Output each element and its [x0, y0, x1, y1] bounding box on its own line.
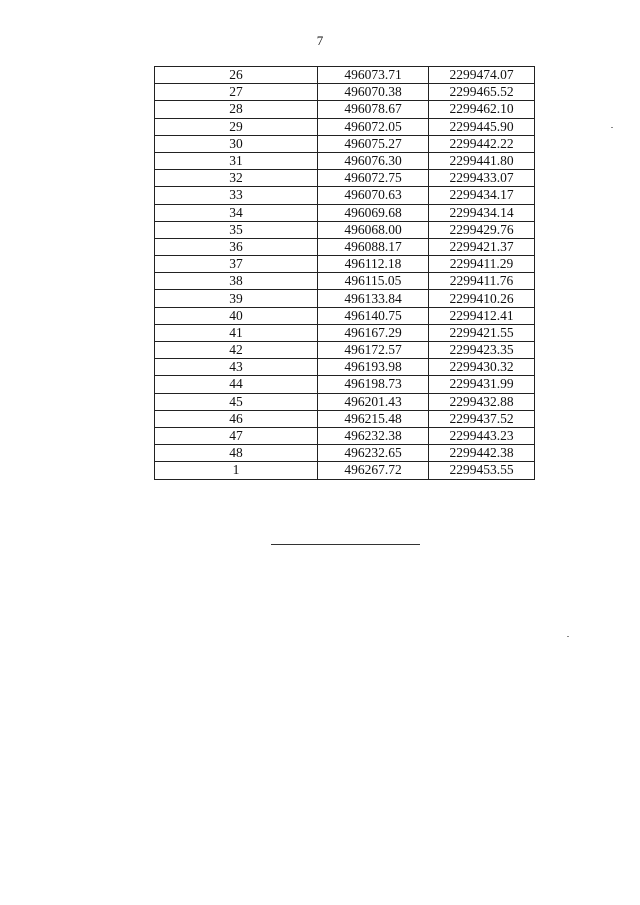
x-coordinate-cell: 496076.30 [318, 152, 429, 169]
table-row [155, 410, 535, 427]
x-coordinate-cell: 496198.73 [318, 376, 429, 393]
point-number-cell: 34 [155, 204, 318, 221]
point-number-cell: 28 [155, 101, 318, 118]
y-coordinate-cell: 2299434.17 [429, 187, 535, 204]
coordinates-table-body [155, 67, 535, 480]
table-row [155, 170, 535, 187]
table-row [155, 273, 535, 290]
x-coordinate-cell: 496193.98 [318, 359, 429, 376]
x-coordinate-cell: 496070.38 [318, 84, 429, 101]
table-row [155, 307, 535, 324]
table-row [155, 84, 535, 101]
point-number-cell: 37 [155, 256, 318, 273]
point-number-cell: 36 [155, 238, 318, 255]
table-row [155, 204, 535, 221]
closing-rule [271, 544, 420, 545]
scan-speck [567, 636, 569, 637]
point-number-cell: 44 [155, 376, 318, 393]
point-number-cell: 30 [155, 135, 318, 152]
y-coordinate-cell: 2299445.90 [429, 118, 535, 135]
x-coordinate-cell: 496078.67 [318, 101, 429, 118]
x-coordinate-cell: 496068.00 [318, 221, 429, 238]
table-row [155, 101, 535, 118]
y-coordinate-cell: 2299443.23 [429, 427, 535, 444]
scan-speck [611, 127, 613, 128]
point-number-cell: 45 [155, 393, 318, 410]
y-coordinate-cell: 2299411.76 [429, 273, 535, 290]
table-row [155, 118, 535, 135]
point-number-cell: 33 [155, 187, 318, 204]
y-coordinate-cell: 2299462.10 [429, 101, 535, 118]
table-row [155, 290, 535, 307]
table-row [155, 187, 535, 204]
x-coordinate-cell: 496112.18 [318, 256, 429, 273]
x-coordinate-cell: 496267.72 [318, 462, 429, 479]
point-number-cell: 47 [155, 427, 318, 444]
y-coordinate-cell: 2299421.37 [429, 238, 535, 255]
table-row [155, 393, 535, 410]
x-coordinate-cell: 496115.05 [318, 273, 429, 290]
table-row [155, 152, 535, 169]
coordinates-table [154, 66, 535, 480]
point-number-cell: 40 [155, 307, 318, 324]
point-number-cell: 31 [155, 152, 318, 169]
point-number-cell: 35 [155, 221, 318, 238]
table-row [155, 324, 535, 341]
table-row [155, 462, 535, 479]
y-coordinate-cell: 2299421.55 [429, 324, 535, 341]
y-coordinate-cell: 2299410.26 [429, 290, 535, 307]
y-coordinate-cell: 2299412.41 [429, 307, 535, 324]
table-row [155, 427, 535, 444]
point-number-cell: 1 [155, 462, 318, 479]
x-coordinate-cell: 496133.84 [318, 290, 429, 307]
point-number-cell: 26 [155, 67, 318, 84]
point-number-cell: 27 [155, 84, 318, 101]
x-coordinate-cell: 496232.38 [318, 427, 429, 444]
x-coordinate-cell: 496140.75 [318, 307, 429, 324]
point-number-cell: 32 [155, 170, 318, 187]
y-coordinate-cell: 2299429.76 [429, 221, 535, 238]
point-number-cell: 38 [155, 273, 318, 290]
x-coordinate-cell: 496167.29 [318, 324, 429, 341]
table-row [155, 359, 535, 376]
y-coordinate-cell: 2299442.38 [429, 445, 535, 462]
x-coordinate-cell: 496072.75 [318, 170, 429, 187]
x-coordinate-cell: 496072.05 [318, 118, 429, 135]
y-coordinate-cell: 2299474.07 [429, 67, 535, 84]
y-coordinate-cell: 2299431.99 [429, 376, 535, 393]
table-row [155, 256, 535, 273]
table-row [155, 238, 535, 255]
table-row [155, 376, 535, 393]
point-number-cell: 41 [155, 324, 318, 341]
table-row [155, 67, 535, 84]
y-coordinate-cell: 2299453.55 [429, 462, 535, 479]
y-coordinate-cell: 2299465.52 [429, 84, 535, 101]
y-coordinate-cell: 2299441.80 [429, 152, 535, 169]
point-number-cell: 29 [155, 118, 318, 135]
point-number-cell: 42 [155, 342, 318, 359]
y-coordinate-cell: 2299442.22 [429, 135, 535, 152]
table-row [155, 445, 535, 462]
y-coordinate-cell: 2299433.07 [429, 170, 535, 187]
x-coordinate-cell: 496075.27 [318, 135, 429, 152]
y-coordinate-cell: 2299437.52 [429, 410, 535, 427]
point-number-cell: 39 [155, 290, 318, 307]
page-number: 7 [316, 33, 324, 48]
y-coordinate-cell: 2299430.32 [429, 359, 535, 376]
table-row [155, 342, 535, 359]
x-coordinate-cell: 496073.71 [318, 67, 429, 84]
table-row [155, 221, 535, 238]
y-coordinate-cell: 2299423.35 [429, 342, 535, 359]
y-coordinate-cell: 2299432.88 [429, 393, 535, 410]
x-coordinate-cell: 496232.65 [318, 445, 429, 462]
y-coordinate-cell: 2299411.29 [429, 256, 535, 273]
x-coordinate-cell: 496201.43 [318, 393, 429, 410]
x-coordinate-cell: 496172.57 [318, 342, 429, 359]
x-coordinate-cell: 496069.68 [318, 204, 429, 221]
table-row [155, 135, 535, 152]
point-number-cell: 48 [155, 445, 318, 462]
x-coordinate-cell: 496215.48 [318, 410, 429, 427]
y-coordinate-cell: 2299434.14 [429, 204, 535, 221]
point-number-cell: 46 [155, 410, 318, 427]
point-number-cell: 43 [155, 359, 318, 376]
x-coordinate-cell: 496088.17 [318, 238, 429, 255]
x-coordinate-cell: 496070.63 [318, 187, 429, 204]
